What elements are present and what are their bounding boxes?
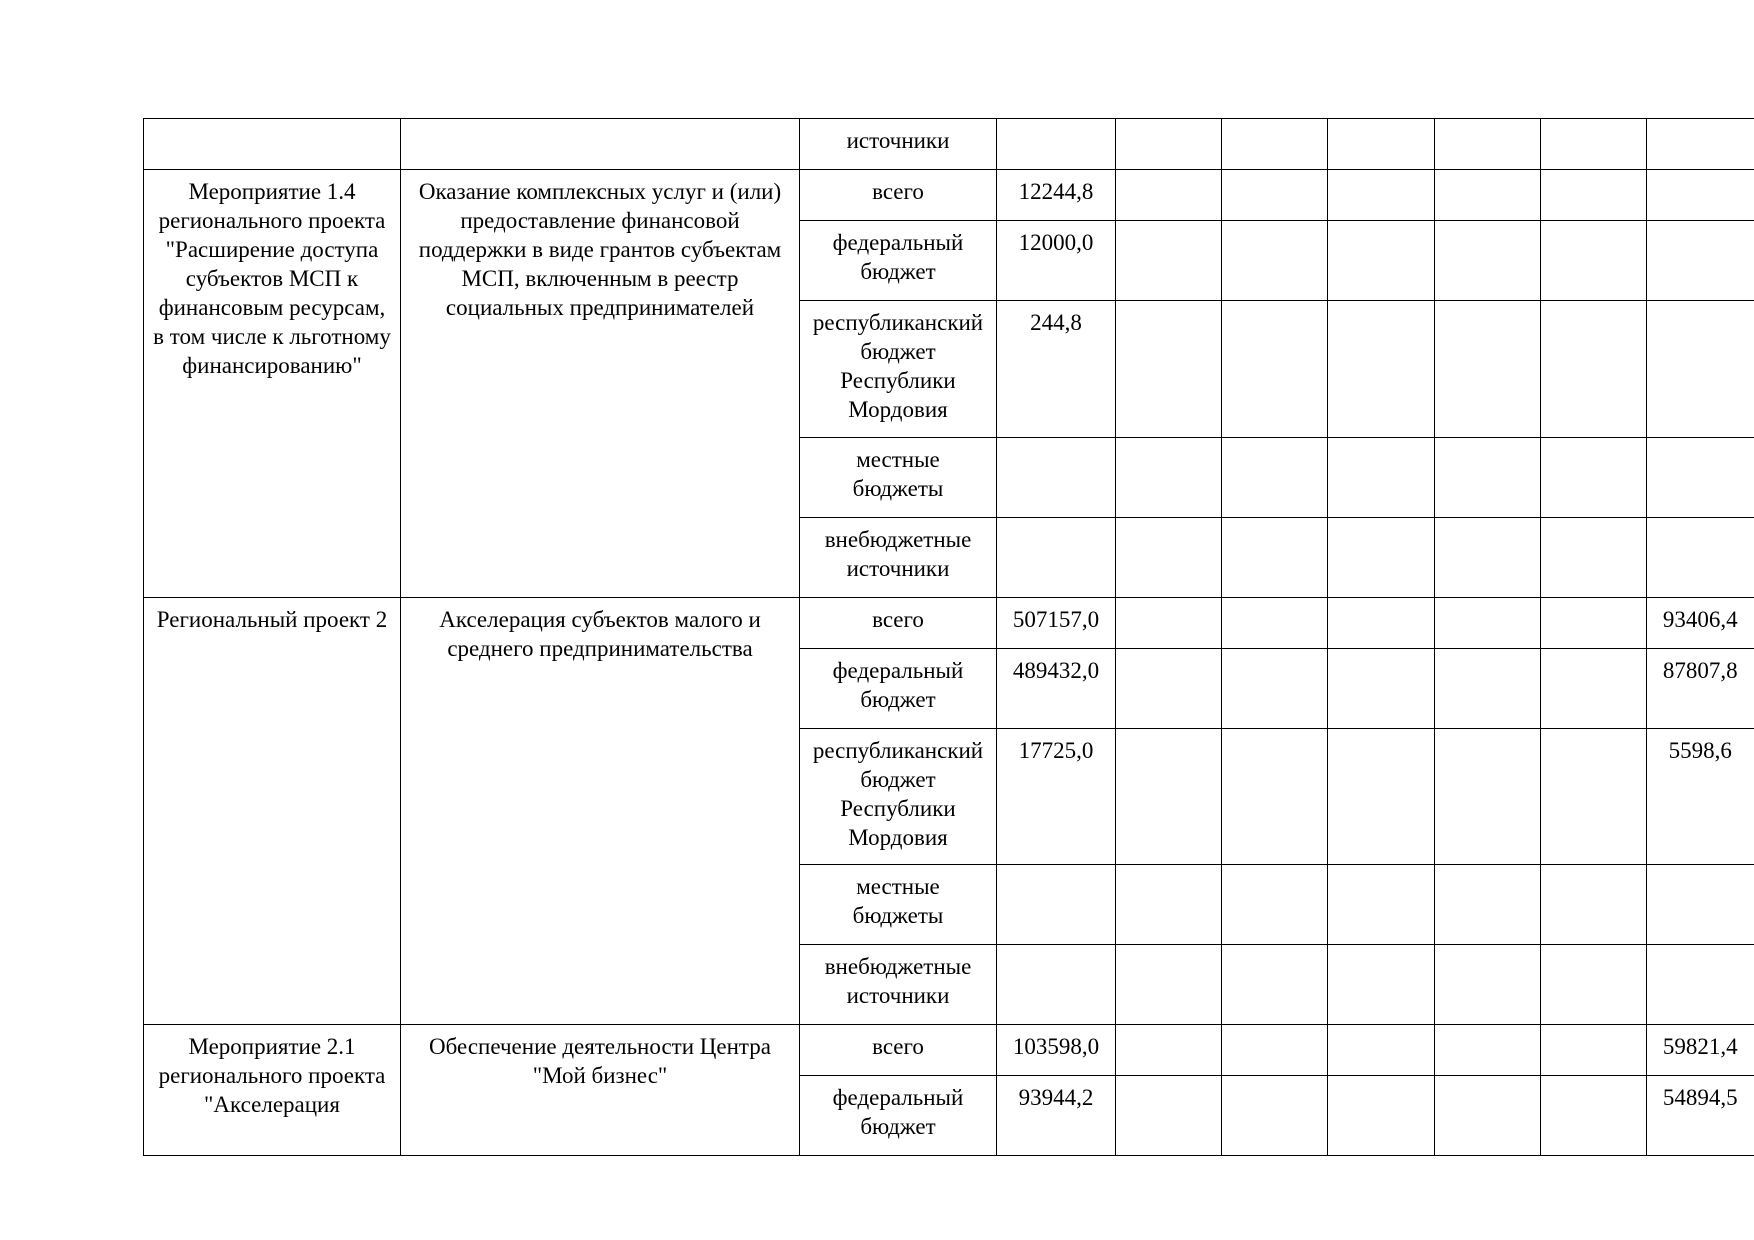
sum-cell: 489432,0: [997, 649, 1116, 729]
table-row: [144, 170, 1754, 221]
value-cell: [997, 119, 1116, 170]
last-value-cell: 93406,4: [1647, 598, 1754, 649]
value-cell: [1541, 170, 1647, 221]
last-value-cell: 87807,8: [1647, 649, 1754, 729]
last-value-cell: 54894,5: [1647, 1076, 1754, 1156]
source-cell: источники: [800, 119, 997, 170]
value-cell: [1541, 945, 1647, 1025]
table-row: [144, 119, 1754, 170]
value-cell: [1541, 1025, 1647, 1076]
value-cell: [1435, 518, 1541, 598]
value-cell: [1222, 221, 1328, 301]
value-cell: [1116, 518, 1222, 598]
value-cell: [1328, 1025, 1435, 1076]
value-cell: [1328, 518, 1435, 598]
value-cell: [1116, 1076, 1222, 1156]
source-cell: местные бюджеты: [800, 438, 997, 518]
value-cell: [1116, 170, 1222, 221]
value-cell: [1435, 945, 1541, 1025]
source-cell: внебюджетные источники: [800, 945, 997, 1025]
value-cell: [1435, 301, 1541, 438]
value-cell: [1435, 1076, 1541, 1156]
last-value-cell: [1647, 865, 1754, 945]
description-cell: Акселерация субъектов малого и среднего предпринимательства: [401, 598, 800, 1025]
source-cell: местные бюджеты: [800, 865, 997, 945]
table-row: [144, 1025, 1754, 1076]
source-cell: всего: [800, 170, 997, 221]
sum-cell: 93944,2: [997, 1076, 1116, 1156]
source-cell: федеральный бюджет: [800, 649, 997, 729]
value-cell: [1116, 1025, 1222, 1076]
value-cell: [1435, 170, 1541, 221]
source-cell: внебюджетные источники: [800, 518, 997, 598]
value-cell: [1222, 518, 1328, 598]
value-cell: [1541, 301, 1647, 438]
value-cell: [1328, 438, 1435, 518]
last-value-cell: 59821,4: [1647, 1025, 1754, 1076]
value-cell: [1435, 221, 1541, 301]
value-cell: [1222, 729, 1328, 865]
value-cell: [1222, 1025, 1328, 1076]
name-cell: Мероприятие 1.4 регионального проекта "Расширение доступа субъектов МСП к финансовым ресурсам, в том числе к льготному финансированию": [144, 170, 401, 598]
value-cell: [1328, 865, 1435, 945]
value-cell: [1541, 729, 1647, 865]
value-cell: [1116, 221, 1222, 301]
value-cell: [1541, 598, 1647, 649]
name-cell: [144, 119, 401, 170]
financing-table: [143, 118, 1754, 1156]
value-cell: [1541, 518, 1647, 598]
last-value-cell: [1647, 170, 1754, 221]
value-cell: [1541, 438, 1647, 518]
sum-cell: 507157,0: [997, 598, 1116, 649]
value-cell: [1222, 438, 1328, 518]
value-cell: [1328, 119, 1435, 170]
value-cell: [1116, 301, 1222, 438]
value-cell: [1435, 438, 1541, 518]
last-value-cell: [1647, 221, 1754, 301]
value-cell: [1328, 1076, 1435, 1156]
value-cell: [1435, 729, 1541, 865]
value-cell: [1328, 945, 1435, 1025]
source-cell: всего: [800, 598, 997, 649]
value-cell: [1222, 119, 1328, 170]
source-cell: всего: [800, 1025, 997, 1076]
sum-cell: [997, 438, 1116, 518]
last-value-cell: 5598,6: [1647, 729, 1754, 865]
sum-cell: 244,8: [997, 301, 1116, 438]
last-value-cell: [1647, 438, 1754, 518]
value-cell: [1328, 729, 1435, 865]
description-cell: Обеспечение деятельности Центра "Мой бизнес": [401, 1025, 800, 1156]
value-cell: [1541, 119, 1647, 170]
value-cell: [1541, 649, 1647, 729]
value-cell: [1435, 1025, 1541, 1076]
sum-cell: 12244,8: [997, 170, 1116, 221]
table-row: [144, 598, 1754, 649]
value-cell: [1116, 945, 1222, 1025]
sum-cell: [997, 518, 1116, 598]
value-cell: [1328, 301, 1435, 438]
value-cell: [1328, 598, 1435, 649]
value-cell: [1116, 649, 1222, 729]
description-cell: Оказание комплексных услуг и (или) предоставление финансовой поддержки в виде грантов субъектам МСП, включенным в реестр социальных предпринимателей: [401, 170, 800, 598]
value-cell: [1222, 598, 1328, 649]
name-cell: Региональный проект 2: [144, 598, 401, 1025]
source-cell: республиканский бюджет Республики Мордовия: [800, 729, 997, 865]
last-value-cell: [1647, 518, 1754, 598]
value-cell: [1328, 221, 1435, 301]
value-cell: [1328, 170, 1435, 221]
sum-cell: [997, 865, 1116, 945]
sum-cell: 103598,0: [997, 1025, 1116, 1076]
value-cell: [1222, 945, 1328, 1025]
sum-cell: [997, 945, 1116, 1025]
value-cell: [1541, 865, 1647, 945]
value-cell: [1541, 221, 1647, 301]
value-cell: [1222, 170, 1328, 221]
sum-cell: 17725,0: [997, 729, 1116, 865]
last-value-cell: [1647, 301, 1754, 438]
value-cell: [1328, 649, 1435, 729]
value-cell: [1222, 865, 1328, 945]
description-cell: [401, 119, 800, 170]
value-cell: [1222, 301, 1328, 438]
sum-cell: 12000,0: [997, 221, 1116, 301]
value-cell: [1647, 119, 1754, 170]
source-cell: федеральный бюджет: [800, 221, 997, 301]
value-cell: [1116, 598, 1222, 649]
value-cell: [1222, 649, 1328, 729]
value-cell: [1435, 649, 1541, 729]
value-cell: [1222, 1076, 1328, 1156]
value-cell: [1116, 865, 1222, 945]
source-cell: республиканский бюджет Республики Мордовия: [800, 301, 997, 438]
name-cell: Мероприятие 2.1 регионального проекта "Акселерация: [144, 1025, 401, 1156]
value-cell: [1116, 438, 1222, 518]
value-cell: [1435, 598, 1541, 649]
value-cell: [1541, 1076, 1647, 1156]
value-cell: [1435, 865, 1541, 945]
value-cell: [1435, 119, 1541, 170]
source-cell: федеральный бюджет: [800, 1076, 997, 1156]
value-cell: [1116, 729, 1222, 865]
value-cell: [1116, 119, 1222, 170]
last-value-cell: [1647, 945, 1754, 1025]
